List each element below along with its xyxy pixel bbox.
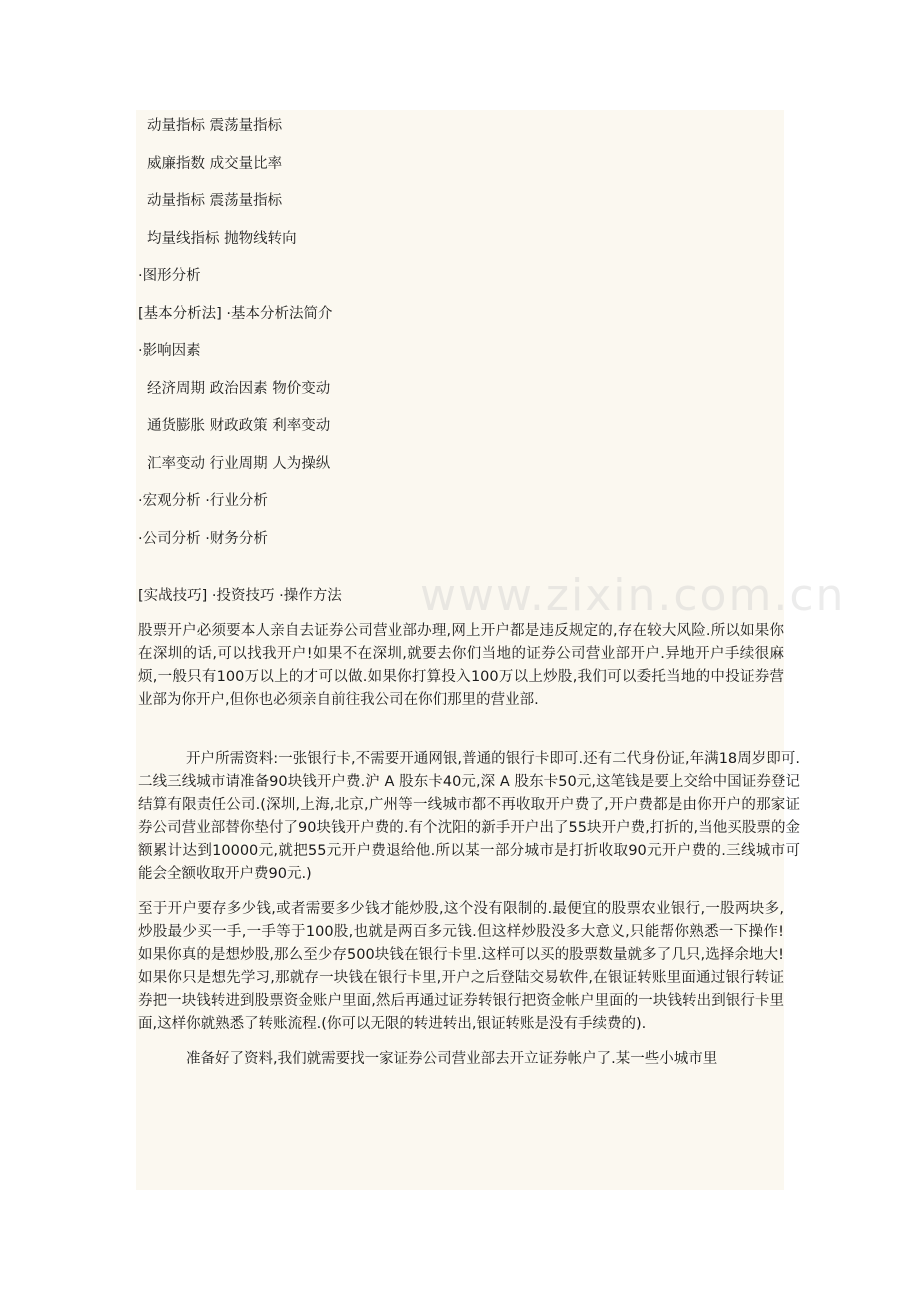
- index-line: ·影响因素: [138, 343, 201, 359]
- section-heading: [实战技巧] ·投资技巧 ·操作方法: [138, 588, 342, 604]
- index-line: ·公司分析 ·财务分析: [138, 530, 268, 547]
- document-body: [138, 112, 800, 1083]
- index-line: 动量指标 震荡量指标: [147, 118, 283, 134]
- index-line: ·图形分析: [138, 268, 201, 284]
- spacer: [138, 562, 800, 582]
- paragraph: 准备好了资料,我们就需要找一家证券公司营业部去开立证券帐户了.某一些小城市里: [186, 1050, 718, 1067]
- paragraph: 至于开户要存多少钱,或者需要多少钱才能炒股,这个没有限制的.最便宜的股票农业银行,一股两块多,炒股最少买一手,一手等于100股,也就是两百多元钱.但这样炒股没多大意义,只能帮你熟悉一下操作!如果你真的是想炒股,那么至少存500块钱在银行卡里.这样可以买的股票数量就多了几只,选择余地大!如果你只是想先学习,那就存一块钱在银行卡里,开户之后登陆交易软件,在银证转账里面通过银行转证券把一块钱转进到股票资金账户里面,然后再通过证券转银行把资金帐户里面的一块钱转出到银行卡里面,这样你就熟悉了转账流程.(你可以无限的转进转出,银证转账是没有手续费的).: [138, 900, 784, 1032]
- paragraph: 股票开户必须要本人亲自去证券公司营业部办理,网上开户都是违反规定的,存在较大风险.所以如果你在深圳的话,可以找我开户!如果不在深圳,就要去你们当地的证券公司营业部开户.异地开户手续很麻烦,一般只有100万以上的才可以做.如果你打算投入100万以上炒股,我们可以委托当地的中投证券营业部为你开户,但你也必须亲自前往我公司在你们那里的营业部.: [138, 622, 784, 708]
- paragraph: 开户所需资料:一张银行卡,不需要开通网银,普通的银行卡即可.还有二代身份证,年满18周岁即可.二线三线城市请准备90块钱开户费.沪 A 股东卡40元,深 A 股东卡50元,这笔钱是要上交给中国证券登记结算有限责任公司.(深圳,上海,北京,广州等一线城市都不再收取开户费了,开户费都是由你开户的那家证券公司营业部替你垫付了90块钱开户费的.有个沈阳的新手开户出了55块开户费,打折的,当他买股票的金额累计达到10000元,就把55元开户费退给他.所以某一部分城市是打折收取90元开户费的.三线城市可能会全额收取开户费90元.): [138, 750, 800, 882]
- index-line: 均量线指标 抛物线转向: [147, 230, 297, 247]
- index-line: 通货膨胀 财政政策 利率变动: [147, 418, 331, 434]
- watermark: www.zixin.com.cn: [420, 570, 846, 621]
- index-line: 经济周期 政治因素 物价变动: [147, 380, 331, 397]
- index-line: 动量指标 震荡量指标: [147, 193, 283, 209]
- index-line: 威廉指数 成交量比率: [147, 155, 283, 172]
- index-line: ·宏观分析 ·行业分析: [138, 493, 268, 509]
- index-line: [基本分析法] ·基本分析法简介: [138, 305, 333, 322]
- spacer: [138, 724, 800, 748]
- index-line: 汇率变动 行业周期 人为操纵: [147, 455, 331, 472]
